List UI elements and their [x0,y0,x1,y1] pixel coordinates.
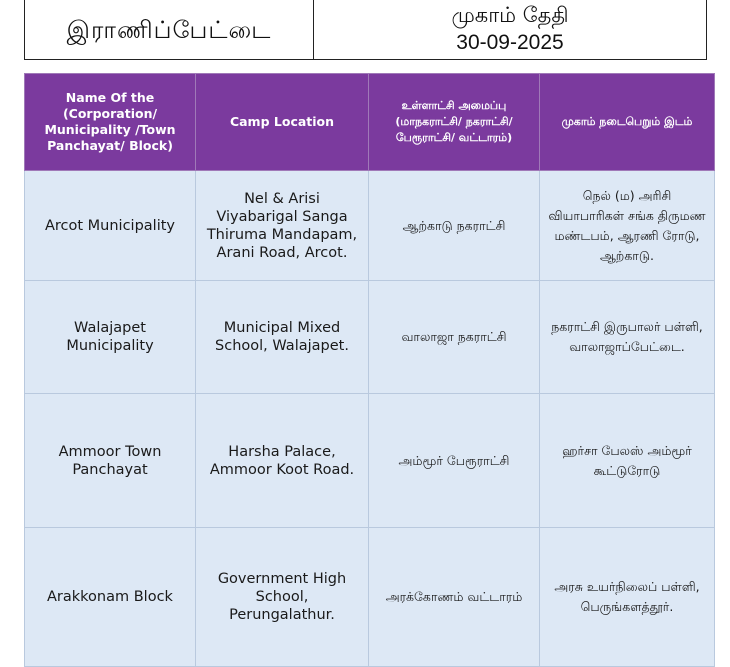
col-header-local-body: உள்ளாட்சி அமைப்பு (மாநகராட்சி/ நகராட்சி/ பேரூராட்சி/ வட்டாரம்) [369,74,540,171]
cell-name: Arcot Municipality [25,171,196,281]
table-row [25,171,715,281]
table-row [25,281,715,394]
col-header-name: Name Of the (Corporation/ Municipality /Town Panchayat/ Block) [25,74,196,171]
cell-local-body: அம்மூர் பேரூராட்சி [369,394,540,528]
camp-date: 30-09-2025 [456,30,564,54]
cell-local-body: ஆற்காடு நகராட்சி [369,171,540,281]
col-header-venue: முகாம் நடைபெறும் இடம் [540,74,715,171]
cell-local-body: அரக்கோணம் வட்டாரம் [369,528,540,667]
cell-location: Government High School, Perungalathur. [196,528,369,667]
district-name: இராணிப்பேட்டை [25,0,314,59]
cell-local-body: வாலாஜா நகராட்சி [369,281,540,394]
table-row [25,394,715,528]
camp-date-label: முகாம் தேதி [451,2,569,27]
cell-venue: அரசு உயர்நிலைப் பள்ளி, பெருங்களத்தூர். [540,528,715,667]
cell-venue: நெல் (ம) அரிசி வியாபாரிகள் சங்க திருமண மண்டபம், ஆரணி ரோடு, ஆற்காடு. [540,171,715,281]
cell-venue: நகராட்சி இருபாலர் பள்ளி, வாலாஜாப்பேட்டை. [540,281,715,394]
cell-name: Ammoor Town Panchayat [25,394,196,528]
camp-schedule-table [24,73,715,667]
cell-venue: ஹர்சா பேலஸ் அம்மூர் கூட்டுரோடு [540,394,715,528]
cell-location: Municipal Mixed School, Walajapet. [196,281,369,394]
col-header-location: Camp Location [196,74,369,171]
cell-name: Arakkonam Block [25,528,196,667]
table-header-row [25,74,715,171]
header-box [24,0,707,60]
table-row [25,528,715,667]
cell-name: Walajapet Municipality [25,281,196,394]
camp-date-box [314,0,706,59]
cell-location: Nel & Arisi Viyabarigal Sanga Thiruma Mandapam, Arani Road, Arcot. [196,171,369,281]
cell-location: Harsha Palace, Ammoor Koot Road. [196,394,369,528]
